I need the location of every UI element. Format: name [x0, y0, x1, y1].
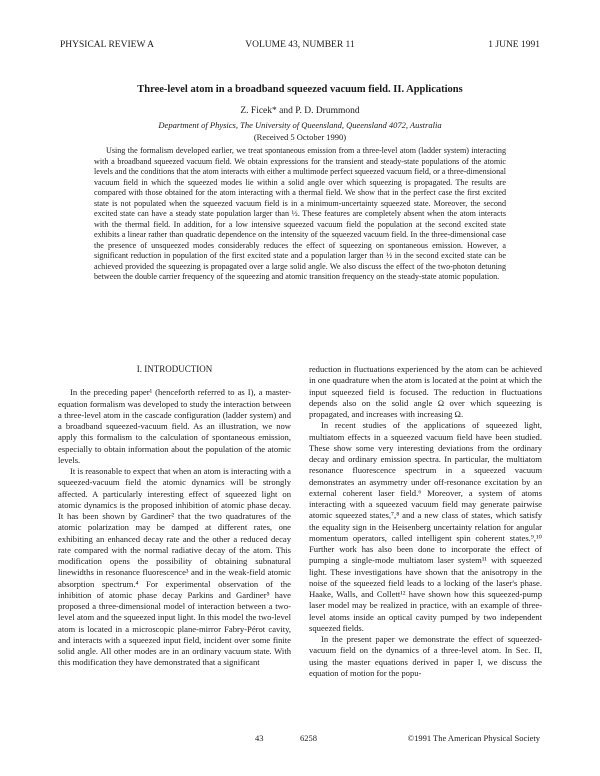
right-column — [309, 364, 542, 679]
paragraph: In the preceding paper¹ (henceforth referred to as I), a master-equation formalism was developed to study the interaction between a three-level atom in the cascade configuration (ladder system) and a broadband squeezed-vacuum field. As an illustration, we now apply this formalism to the calculation of spontaneous emission, especially to obtain information about the population of the atomic levels. — [58, 387, 291, 465]
paragraph: It is reasonable to expect that when an atom is interacting with a squeezed-vacuum field the atomic dynamics will be strongly affected. A particularly interesting effect of squeezed light on atomic dynamics is the proposed inhibition of atomic phase decay. It has been shown by Gardiner² that the two quadratures of the atomic polarization may be damped at different rates, one exhibiting an enhanced decay rate and the other a reduced decay rate compared with the normal radiative decay of the atom. This modification opens the possibility of obtaining subnatural linewidths in resonance fluorescence³ and in the weak-field atomic absorption spectrum.⁴ For experimental observation of the inhibition of atomic phase decay Parkins and Gardiner⁵ have proposed a three-dimensional model of interaction between a two-level atom and the squeezed input light. In this model the two-level atom is located in a microscopic plane-mirror Fabry-Pérot cavity, and interacts with a squeezed input field, incident over some finite solid angle. All other modes are in an ordinary vacuum state. With this modification they have demonstrated that a significant — [58, 466, 291, 668]
affiliation: Department of Physics, The University of Queensland, Queensland 4072, Australia — [158, 120, 442, 130]
journal-name: PHYSICAL REVIEW A — [60, 40, 154, 50]
paragraph: In the present paper we demonstrate the effect of squeezed-vacuum field on the dynamics of a three-level atom. In Sec. II, using the master equations derived in paper I, we discuss the equation of motion for the popu- — [309, 634, 542, 678]
paper-title: Three-level atom in a broadband squeezed vacuum field. II. Applications — [137, 84, 463, 95]
issue-date: 1 JUNE 1991 — [488, 40, 540, 50]
authors: Z. Ficek* and P. D. Drummond — [240, 106, 360, 116]
received-date: (Received 5 October 1990) — [253, 132, 347, 142]
section-heading: I. INTRODUCTION — [136, 364, 213, 374]
paragraph: reduction in fluctuations experienced by the atom can be achieved in one quadrature when the atom is located at the point at which the input squeezed field is focused. The reduction in fluctuations depends also on the solid angle Ω over which squeezing is propagated, and increases with increasing Ω. — [309, 364, 542, 419]
abstract: Using the formalism developed earlier, we treat spontaneous emission from a three-level atom (ladder system) interacting with a broadband squeezed vacuum field. We obtain expressions for the transient and steady-state populations of the atomic levels and the conditions that the atom interacts with either a multimode perfect squeezed vacuum field, or a three-dimensional vacuum field in which the squeezed modes lie within a solid angle over which squeezing is propagated. The results are compared with those obtained for the atom interacting with a thermal field. We show that in the perfect case the first excited state is not populated when the squeezed vacuum field is in a minimum-uncertainty squeezed state. Moreover, the second excited state can have a steady state population larger than ½. These features are completely absent when the atom interacts with the thermal field. In addition, for a low intensive squeezed vacuum field the population at the second excited state exhibits a linear rather than quadratic dependence on the intensity of the squeezed vacuum field. In the three-dimensional case the presence of unsqueezed modes considerably reduces the effect of squeezing on spontaneous emission. However, a significant reduction in population of the first excited state and a population larger than ½ in the second excited state can be achieved provided the squeezing is propagated over a large solid angle. We also discuss the effect of the two-photon detuning between the double carrier frequency of the squeezing and atomic transition frequency on the steady-state atomic population. — [94, 146, 506, 281]
copyright: ©1991 The American Physical Society — [407, 733, 540, 743]
paragraph: In recent studies of the applications of squeezed light, multiatom effects in a squeezed vacuum field have been studied. These show some very interesting deviations from the ordinary decay and ordinary emission spectra. In particular, the multiatom resonance fluorescence spectrum in a squeezed vacuum demonstrates an asymmetry under off-resonance excitation by an external coherent laser field.⁶ Moreover, a system of atoms interacting with a squeezed vacuum field may generate pairwise atomic squeezed states,⁷,⁸ and a new class of states, which satisfy the equality sign in the Heisenberg uncertainty relation for angular momentum operators, called intelligent spin coherent states.⁹,¹⁰ Further work has also been done to incorporate the effect of pumping a single-mode multiatom laser system¹¹ with squeezed light. These investigations have shown that the anisotropy in the noise of the squeezed field leads to a locking of the laser's phase. Haake, Walls, and Collett¹² have shown how this squeezed-pump laser model may be realized in practice, with an example of three-level atoms inside an optical cavity pumped by two independent squeezed fields. — [309, 420, 542, 633]
volume-number: VOLUME 43, NUMBER 11 — [245, 40, 355, 50]
page-number: 6258 — [300, 733, 317, 743]
volume-footer: 43 — [255, 733, 264, 743]
left-column — [58, 364, 291, 669]
